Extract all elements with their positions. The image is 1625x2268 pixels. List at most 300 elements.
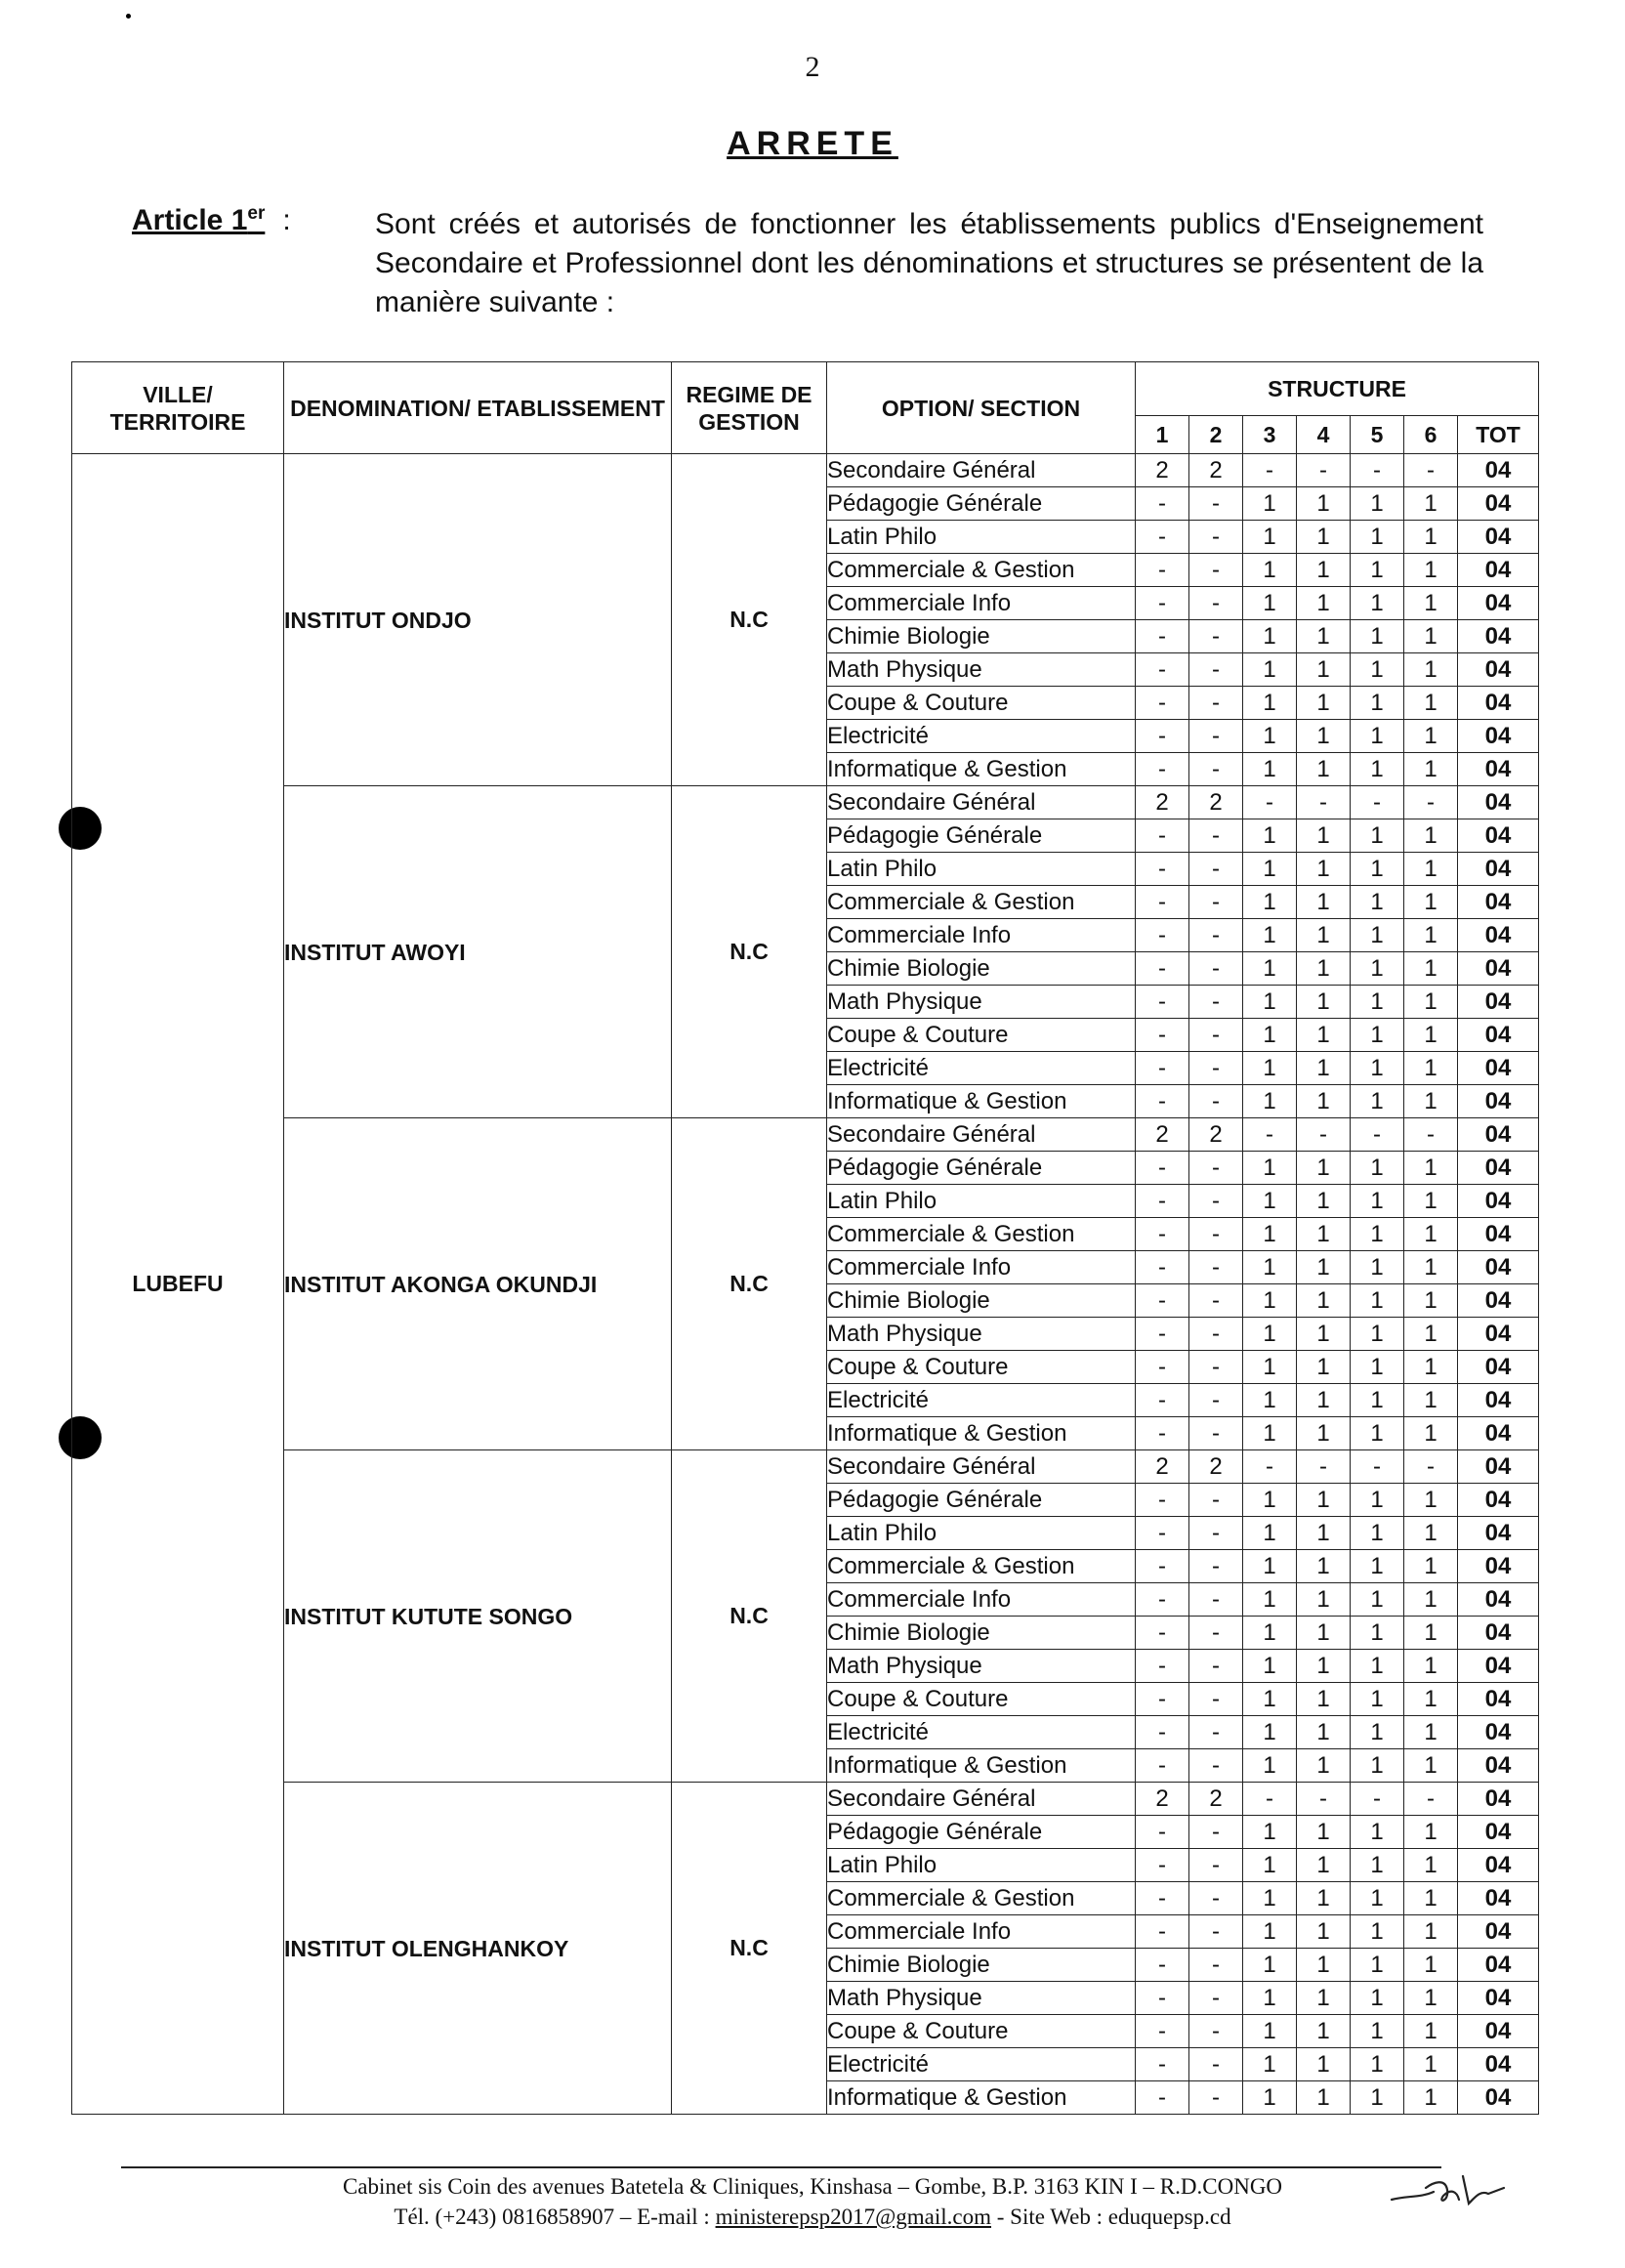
option-cell: Chimie Biologie bbox=[827, 1949, 1136, 1982]
total-cell: 04 bbox=[1458, 1550, 1539, 1583]
year-4-cell: 1 bbox=[1297, 1052, 1351, 1085]
year-6-cell: 1 bbox=[1404, 819, 1458, 853]
institution-name: INSTITUT ONDJO bbox=[284, 454, 672, 786]
header-option: OPTION/ SECTION bbox=[827, 362, 1136, 454]
year-1-cell: 2 bbox=[1136, 786, 1189, 819]
year-5-cell: 1 bbox=[1351, 554, 1404, 587]
year-2-cell: - bbox=[1189, 521, 1243, 554]
option-cell: Coupe & Couture bbox=[827, 687, 1136, 720]
total-cell: 04 bbox=[1458, 952, 1539, 986]
total-cell: 04 bbox=[1458, 1384, 1539, 1417]
header-denomination: DENOMINATION/ ETABLISSEMENT bbox=[284, 362, 672, 454]
year-1-cell: - bbox=[1136, 1716, 1189, 1749]
year-5-cell: - bbox=[1351, 1783, 1404, 1816]
option-cell: Chimie Biologie bbox=[827, 1284, 1136, 1318]
total-cell: 04 bbox=[1458, 1849, 1539, 1882]
year-3-cell: 1 bbox=[1243, 653, 1297, 687]
year-6-cell: 1 bbox=[1404, 1052, 1458, 1085]
year-2-cell: - bbox=[1189, 1749, 1243, 1783]
year-6-cell: 1 bbox=[1404, 1218, 1458, 1251]
option-cell: Latin Philo bbox=[827, 853, 1136, 886]
year-5-cell: 1 bbox=[1351, 1284, 1404, 1318]
year-6-cell: 1 bbox=[1404, 687, 1458, 720]
year-6-cell: 1 bbox=[1404, 487, 1458, 521]
option-cell: Informatique & Gestion bbox=[827, 1085, 1136, 1118]
year-4-cell: 1 bbox=[1297, 521, 1351, 554]
year-2-cell: - bbox=[1189, 1849, 1243, 1882]
option-cell: Commerciale Info bbox=[827, 1583, 1136, 1617]
total-cell: 04 bbox=[1458, 1417, 1539, 1450]
year-3-cell: 1 bbox=[1243, 1915, 1297, 1949]
year-5-cell: 1 bbox=[1351, 919, 1404, 952]
year-2-cell: - bbox=[1189, 554, 1243, 587]
year-1-cell: - bbox=[1136, 1218, 1189, 1251]
year-5-cell: 1 bbox=[1351, 587, 1404, 620]
year-2-cell: - bbox=[1189, 1052, 1243, 1085]
year-5-cell: 1 bbox=[1351, 1749, 1404, 1783]
option-cell: Secondaire Général bbox=[827, 786, 1136, 819]
year-3-cell: 1 bbox=[1243, 986, 1297, 1019]
year-2-cell: 2 bbox=[1189, 1118, 1243, 1152]
year-3-cell: 1 bbox=[1243, 1816, 1297, 1849]
year-2-cell: - bbox=[1189, 1915, 1243, 1949]
year-5-cell: 1 bbox=[1351, 1218, 1404, 1251]
year-2-cell: - bbox=[1189, 952, 1243, 986]
year-5-cell: 1 bbox=[1351, 1085, 1404, 1118]
year-3-cell: - bbox=[1243, 1118, 1297, 1152]
option-cell: Informatique & Gestion bbox=[827, 2081, 1136, 2115]
year-4-cell: 1 bbox=[1297, 1517, 1351, 1550]
option-cell: Secondaire Général bbox=[827, 1450, 1136, 1484]
total-cell: 04 bbox=[1458, 886, 1539, 919]
year-6-cell: 1 bbox=[1404, 1949, 1458, 1982]
option-cell: Pédagogie Générale bbox=[827, 1152, 1136, 1185]
year-1-cell: - bbox=[1136, 487, 1189, 521]
year-3-cell: 1 bbox=[1243, 853, 1297, 886]
option-cell: Commerciale & Gestion bbox=[827, 886, 1136, 919]
year-1-cell: - bbox=[1136, 1949, 1189, 1982]
year-3-cell: 1 bbox=[1243, 1982, 1297, 2015]
year-2-cell: - bbox=[1189, 487, 1243, 521]
year-1-cell: - bbox=[1136, 952, 1189, 986]
year-6-cell: 1 bbox=[1404, 1384, 1458, 1417]
year-3-cell: 1 bbox=[1243, 1351, 1297, 1384]
year-3-cell: 1 bbox=[1243, 1251, 1297, 1284]
year-3-cell: 1 bbox=[1243, 1152, 1297, 1185]
year-3-cell: 1 bbox=[1243, 919, 1297, 952]
total-cell: 04 bbox=[1458, 1915, 1539, 1949]
year-3-cell: 1 bbox=[1243, 1085, 1297, 1118]
total-cell: 04 bbox=[1458, 2048, 1539, 2081]
header-year-4: 4 bbox=[1297, 416, 1351, 454]
year-2-cell: - bbox=[1189, 1550, 1243, 1583]
year-1-cell: - bbox=[1136, 986, 1189, 1019]
year-2-cell: - bbox=[1189, 753, 1243, 786]
year-3-cell: 1 bbox=[1243, 1384, 1297, 1417]
year-1-cell: - bbox=[1136, 1185, 1189, 1218]
year-2-cell: - bbox=[1189, 1318, 1243, 1351]
year-2-cell: - bbox=[1189, 1683, 1243, 1716]
year-6-cell: 1 bbox=[1404, 853, 1458, 886]
option-cell: Informatique & Gestion bbox=[827, 1417, 1136, 1450]
year-5-cell: 1 bbox=[1351, 1417, 1404, 1450]
year-4-cell: 1 bbox=[1297, 1716, 1351, 1749]
option-cell: Latin Philo bbox=[827, 1849, 1136, 1882]
year-4-cell: 1 bbox=[1297, 1882, 1351, 1915]
regime-cell: N.C bbox=[672, 454, 827, 786]
total-cell: 04 bbox=[1458, 720, 1539, 753]
year-1-cell: - bbox=[1136, 1816, 1189, 1849]
year-3-cell: 1 bbox=[1243, 1650, 1297, 1683]
option-cell: Pédagogie Générale bbox=[827, 487, 1136, 521]
year-6-cell: 1 bbox=[1404, 1915, 1458, 1949]
header-regime: REGIME DE GESTION bbox=[672, 362, 827, 454]
year-6-cell: - bbox=[1404, 454, 1458, 487]
total-cell: 04 bbox=[1458, 1218, 1539, 1251]
header-structure: STRUCTURE bbox=[1136, 362, 1539, 416]
year-2-cell: - bbox=[1189, 986, 1243, 1019]
year-6-cell: 1 bbox=[1404, 1816, 1458, 1849]
page-number: 2 bbox=[805, 51, 820, 83]
year-4-cell: 1 bbox=[1297, 1915, 1351, 1949]
year-5-cell: 1 bbox=[1351, 1384, 1404, 1417]
institution-name: INSTITUT KUTUTE SONGO bbox=[284, 1450, 672, 1783]
year-5-cell: 1 bbox=[1351, 2015, 1404, 2048]
total-cell: 04 bbox=[1458, 853, 1539, 886]
article-label-text: Article 1er bbox=[132, 203, 266, 236]
year-2-cell: - bbox=[1189, 1982, 1243, 2015]
year-6-cell: 1 bbox=[1404, 554, 1458, 587]
article-colon: : bbox=[282, 204, 291, 236]
year-6-cell: 1 bbox=[1404, 753, 1458, 786]
option-cell: Commerciale & Gestion bbox=[827, 1550, 1136, 1583]
year-3-cell: 1 bbox=[1243, 1617, 1297, 1650]
year-1-cell: 2 bbox=[1136, 1783, 1189, 1816]
year-6-cell: 1 bbox=[1404, 1982, 1458, 2015]
institution-name: INSTITUT AWOYI bbox=[284, 786, 672, 1118]
total-cell: 04 bbox=[1458, 1517, 1539, 1550]
option-cell: Math Physique bbox=[827, 653, 1136, 687]
option-cell: Electricité bbox=[827, 2048, 1136, 2081]
header-ville: VILLE/ TERRITOIRE bbox=[72, 362, 284, 454]
total-cell: 04 bbox=[1458, 1617, 1539, 1650]
year-5-cell: 1 bbox=[1351, 487, 1404, 521]
footer-contact: Tél. (+243) 0816858907 – E-mail : ministerepsp2017@gmail.com - Site Web : eduquepsp.cd bbox=[394, 2205, 1231, 2229]
total-cell: 04 bbox=[1458, 1982, 1539, 2015]
year-2-cell: - bbox=[1189, 1583, 1243, 1617]
year-3-cell: 1 bbox=[1243, 2048, 1297, 2081]
total-cell: 04 bbox=[1458, 1716, 1539, 1749]
total-cell: 04 bbox=[1458, 1816, 1539, 1849]
year-1-cell: - bbox=[1136, 720, 1189, 753]
year-6-cell: 1 bbox=[1404, 1484, 1458, 1517]
year-5-cell: 1 bbox=[1351, 1583, 1404, 1617]
year-6-cell: 1 bbox=[1404, 1517, 1458, 1550]
year-1-cell: - bbox=[1136, 1517, 1189, 1550]
option-cell: Coupe & Couture bbox=[827, 1683, 1136, 1716]
year-4-cell: 1 bbox=[1297, 1318, 1351, 1351]
year-6-cell: 1 bbox=[1404, 1583, 1458, 1617]
year-1-cell: - bbox=[1136, 1085, 1189, 1118]
year-1-cell: - bbox=[1136, 1683, 1189, 1716]
year-3-cell: 1 bbox=[1243, 1318, 1297, 1351]
total-cell: 04 bbox=[1458, 521, 1539, 554]
total-cell: 04 bbox=[1458, 1118, 1539, 1152]
year-6-cell: 1 bbox=[1404, 720, 1458, 753]
total-cell: 04 bbox=[1458, 919, 1539, 952]
ville-cell: LUBEFU bbox=[72, 454, 284, 2115]
year-6-cell: 1 bbox=[1404, 1882, 1458, 1915]
year-2-cell: - bbox=[1189, 1152, 1243, 1185]
year-4-cell: 1 bbox=[1297, 1085, 1351, 1118]
year-1-cell: - bbox=[1136, 620, 1189, 653]
year-4-cell: 1 bbox=[1297, 2048, 1351, 2081]
year-5-cell: 1 bbox=[1351, 1251, 1404, 1284]
table-body bbox=[72, 454, 1539, 2115]
year-4-cell: - bbox=[1297, 1450, 1351, 1484]
year-1-cell: - bbox=[1136, 1351, 1189, 1384]
year-1-cell: 2 bbox=[1136, 454, 1189, 487]
year-2-cell: - bbox=[1189, 720, 1243, 753]
option-cell: Math Physique bbox=[827, 1318, 1136, 1351]
year-3-cell: - bbox=[1243, 1450, 1297, 1484]
year-1-cell: - bbox=[1136, 819, 1189, 853]
year-4-cell: 1 bbox=[1297, 1749, 1351, 1783]
table-row bbox=[72, 786, 1539, 819]
year-6-cell: 1 bbox=[1404, 2015, 1458, 2048]
year-1-cell: - bbox=[1136, 521, 1189, 554]
year-2-cell: 2 bbox=[1189, 786, 1243, 819]
year-4-cell: 1 bbox=[1297, 1284, 1351, 1318]
option-cell: Latin Philo bbox=[827, 1517, 1136, 1550]
year-4-cell: 1 bbox=[1297, 1351, 1351, 1384]
year-1-cell: - bbox=[1136, 1284, 1189, 1318]
year-4-cell: 1 bbox=[1297, 886, 1351, 919]
document-title: ARRETE bbox=[727, 125, 898, 162]
table-row bbox=[72, 1450, 1539, 1484]
total-cell: 04 bbox=[1458, 1251, 1539, 1284]
year-4-cell: 1 bbox=[1297, 653, 1351, 687]
year-4-cell: 1 bbox=[1297, 1019, 1351, 1052]
year-1-cell: - bbox=[1136, 1749, 1189, 1783]
total-cell: 04 bbox=[1458, 1783, 1539, 1816]
year-1-cell: - bbox=[1136, 554, 1189, 587]
scan-speck bbox=[126, 14, 131, 19]
year-5-cell: 1 bbox=[1351, 720, 1404, 753]
total-cell: 04 bbox=[1458, 687, 1539, 720]
year-6-cell: 1 bbox=[1404, 919, 1458, 952]
year-4-cell: 1 bbox=[1297, 2081, 1351, 2115]
year-4-cell: 1 bbox=[1297, 1550, 1351, 1583]
table-row bbox=[72, 454, 1539, 487]
year-4-cell: 1 bbox=[1297, 1650, 1351, 1683]
year-5-cell: 1 bbox=[1351, 853, 1404, 886]
year-1-cell: - bbox=[1136, 1550, 1189, 1583]
year-3-cell: 1 bbox=[1243, 1882, 1297, 1915]
year-3-cell: 1 bbox=[1243, 753, 1297, 786]
option-cell: Informatique & Gestion bbox=[827, 1749, 1136, 1783]
year-6-cell: 1 bbox=[1404, 1617, 1458, 1650]
year-3-cell: 1 bbox=[1243, 819, 1297, 853]
year-6-cell: 1 bbox=[1404, 1683, 1458, 1716]
total-cell: 04 bbox=[1458, 1284, 1539, 1318]
year-5-cell: 1 bbox=[1351, 952, 1404, 986]
year-6-cell: 1 bbox=[1404, 1550, 1458, 1583]
year-1-cell: - bbox=[1136, 853, 1189, 886]
year-1-cell: - bbox=[1136, 2048, 1189, 2081]
year-1-cell: - bbox=[1136, 1318, 1189, 1351]
total-cell: 04 bbox=[1458, 1882, 1539, 1915]
year-6-cell: 1 bbox=[1404, 1417, 1458, 1450]
year-5-cell: 1 bbox=[1351, 1617, 1404, 1650]
year-4-cell: 1 bbox=[1297, 1251, 1351, 1284]
table-row bbox=[72, 1118, 1539, 1152]
year-4-cell: 1 bbox=[1297, 587, 1351, 620]
total-cell: 04 bbox=[1458, 1450, 1539, 1484]
year-2-cell: - bbox=[1189, 1484, 1243, 1517]
year-4-cell: 1 bbox=[1297, 687, 1351, 720]
year-5-cell: 1 bbox=[1351, 1716, 1404, 1749]
year-3-cell: 1 bbox=[1243, 1417, 1297, 1450]
header-tot: TOT bbox=[1458, 416, 1539, 454]
year-5-cell: 1 bbox=[1351, 1185, 1404, 1218]
year-5-cell: 1 bbox=[1351, 1152, 1404, 1185]
year-3-cell: 1 bbox=[1243, 2081, 1297, 2115]
option-cell: Electricité bbox=[827, 1052, 1136, 1085]
year-3-cell: 1 bbox=[1243, 720, 1297, 753]
year-2-cell: - bbox=[1189, 1284, 1243, 1318]
year-5-cell: - bbox=[1351, 1118, 1404, 1152]
regime-cell: N.C bbox=[672, 1118, 827, 1450]
option-cell: Commerciale Info bbox=[827, 919, 1136, 952]
year-4-cell: - bbox=[1297, 1783, 1351, 1816]
year-3-cell: 1 bbox=[1243, 620, 1297, 653]
year-3-cell: 1 bbox=[1243, 487, 1297, 521]
total-cell: 04 bbox=[1458, 753, 1539, 786]
year-5-cell: 1 bbox=[1351, 2081, 1404, 2115]
year-2-cell: - bbox=[1189, 620, 1243, 653]
year-5-cell: 1 bbox=[1351, 1915, 1404, 1949]
year-3-cell: 1 bbox=[1243, 1484, 1297, 1517]
year-3-cell: 1 bbox=[1243, 554, 1297, 587]
year-6-cell: 1 bbox=[1404, 986, 1458, 1019]
year-5-cell: 1 bbox=[1351, 1816, 1404, 1849]
option-cell: Commerciale & Gestion bbox=[827, 1218, 1136, 1251]
year-5-cell: 1 bbox=[1351, 1949, 1404, 1982]
year-6-cell: 1 bbox=[1404, 1716, 1458, 1749]
year-6-cell: 1 bbox=[1404, 1351, 1458, 1384]
year-1-cell: - bbox=[1136, 753, 1189, 786]
option-cell: Coupe & Couture bbox=[827, 2015, 1136, 2048]
year-1-cell: - bbox=[1136, 1583, 1189, 1617]
year-5-cell: 1 bbox=[1351, 1849, 1404, 1882]
option-cell: Math Physique bbox=[827, 1982, 1136, 2015]
year-4-cell: 1 bbox=[1297, 753, 1351, 786]
year-5-cell: 1 bbox=[1351, 1550, 1404, 1583]
footer-divider bbox=[121, 2166, 1441, 2168]
year-4-cell: 1 bbox=[1297, 1982, 1351, 2015]
year-5-cell: 1 bbox=[1351, 653, 1404, 687]
institution-name: INSTITUT OLENGHANKOY bbox=[284, 1783, 672, 2115]
year-6-cell: 1 bbox=[1404, 1650, 1458, 1683]
year-4-cell: 1 bbox=[1297, 1152, 1351, 1185]
year-4-cell: 1 bbox=[1297, 1683, 1351, 1716]
total-cell: 04 bbox=[1458, 986, 1539, 1019]
total-cell: 04 bbox=[1458, 1318, 1539, 1351]
year-5-cell: 1 bbox=[1351, 1683, 1404, 1716]
year-2-cell: - bbox=[1189, 1085, 1243, 1118]
total-cell: 04 bbox=[1458, 1085, 1539, 1118]
year-5-cell: 1 bbox=[1351, 521, 1404, 554]
year-3-cell: 1 bbox=[1243, 687, 1297, 720]
institution-name: INSTITUT AKONGA OKUNDJI bbox=[284, 1118, 672, 1450]
year-6-cell: - bbox=[1404, 1118, 1458, 1152]
year-4-cell: 1 bbox=[1297, 1484, 1351, 1517]
total-cell: 04 bbox=[1458, 554, 1539, 587]
year-4-cell: 1 bbox=[1297, 487, 1351, 521]
year-5-cell: - bbox=[1351, 454, 1404, 487]
option-cell: Commerciale Info bbox=[827, 1251, 1136, 1284]
footer-address: Cabinet sis Coin des avenues Batetela & Cliniques, Kinshasa – Gombe, B.P. 3163 KIN I – R.D.CONGO bbox=[342, 2174, 1283, 2199]
year-3-cell: 1 bbox=[1243, 1583, 1297, 1617]
option-cell: Chimie Biologie bbox=[827, 952, 1136, 986]
option-cell: Coupe & Couture bbox=[827, 1351, 1136, 1384]
year-3-cell: - bbox=[1243, 1783, 1297, 1816]
year-2-cell: - bbox=[1189, 1816, 1243, 1849]
header-year-5: 5 bbox=[1351, 416, 1404, 454]
year-4-cell: 1 bbox=[1297, 1218, 1351, 1251]
year-4-cell: 1 bbox=[1297, 919, 1351, 952]
year-5-cell: 1 bbox=[1351, 1019, 1404, 1052]
year-4-cell: 1 bbox=[1297, 1816, 1351, 1849]
year-6-cell: 1 bbox=[1404, 1085, 1458, 1118]
year-1-cell: - bbox=[1136, 687, 1189, 720]
year-6-cell: 1 bbox=[1404, 1185, 1458, 1218]
year-4-cell: 1 bbox=[1297, 819, 1351, 853]
year-2-cell: - bbox=[1189, 2048, 1243, 2081]
year-4-cell: 1 bbox=[1297, 720, 1351, 753]
footer-email[interactable]: ministerepsp2017@gmail.com bbox=[715, 2205, 992, 2229]
year-3-cell: 1 bbox=[1243, 1949, 1297, 1982]
year-5-cell: 1 bbox=[1351, 1982, 1404, 2015]
year-3-cell: 1 bbox=[1243, 1683, 1297, 1716]
total-cell: 04 bbox=[1458, 1484, 1539, 1517]
year-2-cell: - bbox=[1189, 886, 1243, 919]
year-5-cell: 1 bbox=[1351, 753, 1404, 786]
year-6-cell: - bbox=[1404, 1450, 1458, 1484]
year-2-cell: - bbox=[1189, 1949, 1243, 1982]
total-cell: 04 bbox=[1458, 653, 1539, 687]
year-3-cell: 1 bbox=[1243, 1284, 1297, 1318]
option-cell: Electricité bbox=[827, 1384, 1136, 1417]
year-3-cell: 1 bbox=[1243, 1749, 1297, 1783]
option-cell: Latin Philo bbox=[827, 1185, 1136, 1218]
year-5-cell: 1 bbox=[1351, 1052, 1404, 1085]
year-2-cell: - bbox=[1189, 919, 1243, 952]
regime-cell: N.C bbox=[672, 1783, 827, 2115]
header-year-2: 2 bbox=[1189, 416, 1243, 454]
year-3-cell: 1 bbox=[1243, 1218, 1297, 1251]
total-cell: 04 bbox=[1458, 1019, 1539, 1052]
total-cell: 04 bbox=[1458, 1949, 1539, 1982]
year-5-cell: 1 bbox=[1351, 886, 1404, 919]
year-6-cell: 1 bbox=[1404, 521, 1458, 554]
option-cell: Secondaire Général bbox=[827, 1118, 1136, 1152]
total-cell: 04 bbox=[1458, 487, 1539, 521]
year-4-cell: 1 bbox=[1297, 554, 1351, 587]
year-1-cell: - bbox=[1136, 653, 1189, 687]
option-cell: Latin Philo bbox=[827, 521, 1136, 554]
